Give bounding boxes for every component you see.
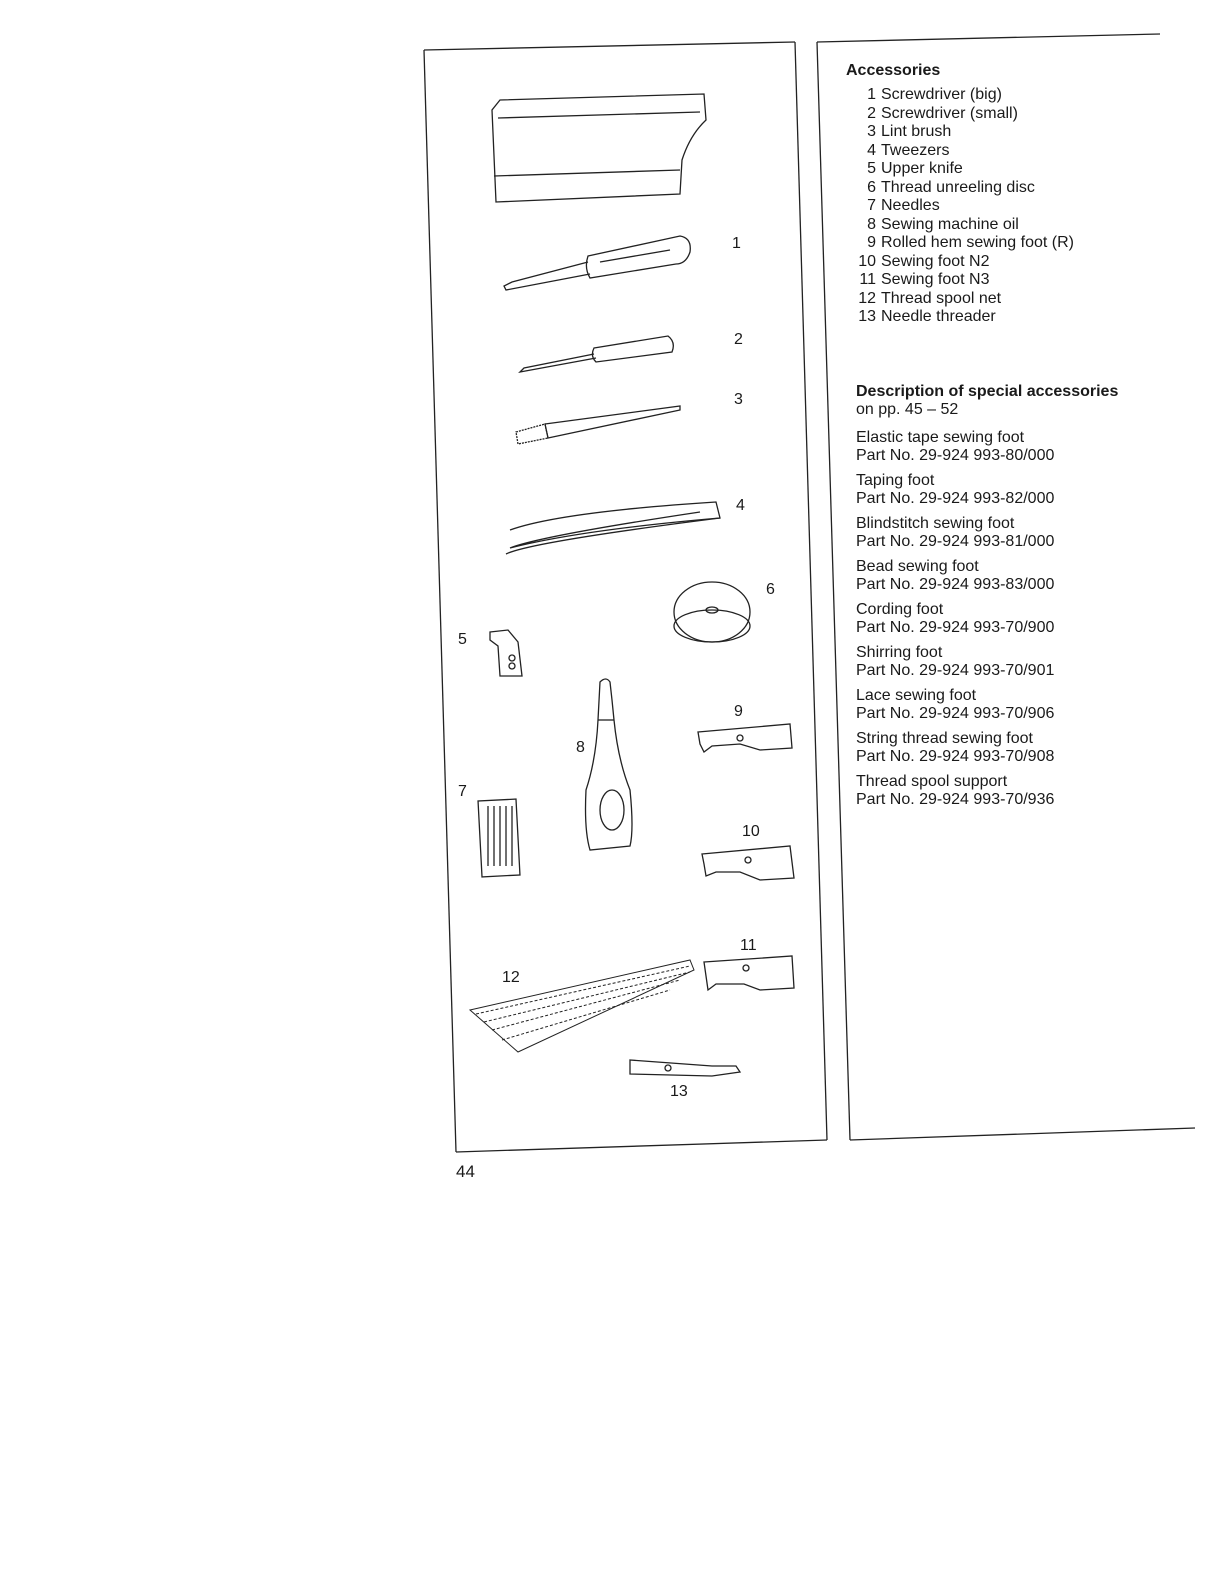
item-number: 3: [867, 123, 876, 140]
thread-disc-icon: [674, 582, 750, 642]
sewing-foot-n2-icon: [702, 846, 794, 880]
item-label: Upper knife: [881, 160, 963, 177]
special-entry: [856, 429, 1176, 465]
needles-icon: [478, 799, 520, 877]
callout-13: 13: [670, 1083, 688, 1100]
item-label: Tweezers: [881, 141, 950, 159]
callout-11: 11: [740, 937, 757, 954]
entry-name: String thread sewing foot: [856, 729, 1033, 747]
frame-line: [817, 34, 1160, 42]
entry-name: Blindstitch sewing foot: [856, 514, 1015, 532]
frame-line: [424, 42, 795, 50]
list-item: [854, 160, 1176, 179]
entry-part: Part No. 29-924 993-80/000: [856, 446, 1055, 464]
special-accessories: [856, 383, 1176, 809]
list-item: [854, 105, 1176, 124]
lint-brush-icon: [516, 406, 680, 444]
tweezers-icon: [506, 502, 720, 554]
accessories-title: Accessories: [846, 62, 941, 79]
special-title: Description of special accessories: [856, 382, 1119, 400]
frame-line: [456, 1140, 827, 1152]
screwdriver-small-icon: [520, 336, 673, 372]
entry-name: Elastic tape sewing foot: [856, 428, 1025, 446]
item-number: 12: [858, 289, 876, 307]
oil-bottle-icon: [586, 679, 633, 850]
callout-3: 3: [734, 391, 743, 408]
item-label: Sewing foot N3: [881, 271, 990, 288]
entry-part: Part No. 29-924 993-70/906: [856, 704, 1055, 722]
list-item: [854, 290, 1176, 309]
callout-9: 9: [734, 703, 743, 720]
entry-part: Part No. 29-924 993-83/000: [856, 575, 1055, 593]
accessory-case-icon: [492, 94, 706, 202]
item-number: 6: [867, 178, 876, 196]
list-item: [854, 253, 1176, 272]
item-label: Lint brush: [881, 123, 952, 140]
frame-line: [424, 50, 456, 1152]
upper-knife-icon: [490, 630, 522, 676]
sewing-foot-n3-icon: [704, 956, 794, 990]
item-label: Rolled hem sewing foot (R): [881, 234, 1074, 251]
item-label: Needles: [881, 197, 940, 214]
callout-4: 4: [736, 497, 745, 514]
callout-12: 12: [502, 969, 520, 986]
entry-part: Part No. 29-924 993-70/900: [856, 618, 1055, 636]
item-number: 7: [867, 197, 876, 214]
item-number: 2: [867, 104, 876, 122]
callout-6: 6: [766, 581, 775, 598]
item-number: 1: [867, 86, 876, 103]
item-label: Thread unreeling disc: [881, 178, 1035, 196]
entry-name: Bead sewing foot: [856, 557, 979, 575]
screwdriver-big-icon: [504, 236, 690, 290]
callout-8: 8: [576, 739, 585, 756]
special-pages: on pp. 45 – 52: [856, 400, 959, 418]
item-label: Thread spool net: [881, 289, 1002, 307]
list-item: [854, 179, 1176, 198]
list-item: [854, 216, 1176, 235]
special-entry: [856, 730, 1176, 766]
item-label: Needle threader: [881, 308, 996, 325]
entry-part: Part No. 29-924 993-70/936: [856, 790, 1055, 808]
special-entry: [856, 558, 1176, 594]
special-entry: [856, 601, 1176, 637]
entry-name: Cording foot: [856, 600, 944, 618]
item-number: 11: [859, 271, 876, 288]
special-entry: [856, 687, 1176, 723]
item-label: Sewing machine oil: [881, 215, 1019, 233]
frame-line: [850, 1128, 1195, 1140]
item-label: Sewing foot N2: [881, 252, 990, 270]
item-number: 13: [858, 308, 876, 325]
item-number: 4: [867, 141, 876, 159]
callout-1: 1: [732, 235, 741, 252]
entry-part: Part No. 29-924 993-70/908: [856, 747, 1055, 765]
item-label: Screwdriver (small): [881, 104, 1018, 122]
callout-10: 10: [742, 823, 760, 840]
list-item: [854, 142, 1176, 161]
callout-7: 7: [458, 783, 467, 800]
special-entry: [856, 472, 1176, 508]
callout-2: 2: [734, 331, 743, 348]
list-item: [854, 271, 1176, 290]
entry-part: Part No. 29-924 993-70/901: [856, 661, 1055, 679]
entry-name: Shirring foot: [856, 643, 943, 661]
frame-line: [795, 42, 827, 1140]
accessories-text-panel: [846, 62, 1176, 816]
item-number: 8: [867, 215, 876, 233]
accessories-list: [854, 86, 1176, 327]
rolled-hem-foot-icon: [698, 724, 792, 752]
entry-name: Lace sewing foot: [856, 686, 977, 704]
item-number: 10: [858, 252, 876, 270]
item-number: 5: [867, 160, 876, 177]
list-item: [854, 234, 1176, 253]
item-label: Screwdriver (big): [881, 86, 1002, 103]
list-item: [854, 197, 1176, 216]
special-entry: [856, 644, 1176, 680]
special-entry: [856, 773, 1176, 809]
page-number: 44: [456, 1162, 475, 1181]
entry-name: Thread spool support: [856, 772, 1008, 790]
entry-name: Taping foot: [856, 471, 935, 489]
list-item: [854, 123, 1176, 142]
list-item: [854, 86, 1176, 105]
entry-part: Part No. 29-924 993-82/000: [856, 489, 1055, 507]
entry-part: Part No. 29-924 993-81/000: [856, 532, 1055, 550]
special-entry: [856, 515, 1176, 551]
callout-5: 5: [458, 631, 467, 648]
list-item: [854, 308, 1176, 327]
item-number: 9: [867, 234, 876, 251]
needle-threader-icon: [630, 1060, 740, 1076]
